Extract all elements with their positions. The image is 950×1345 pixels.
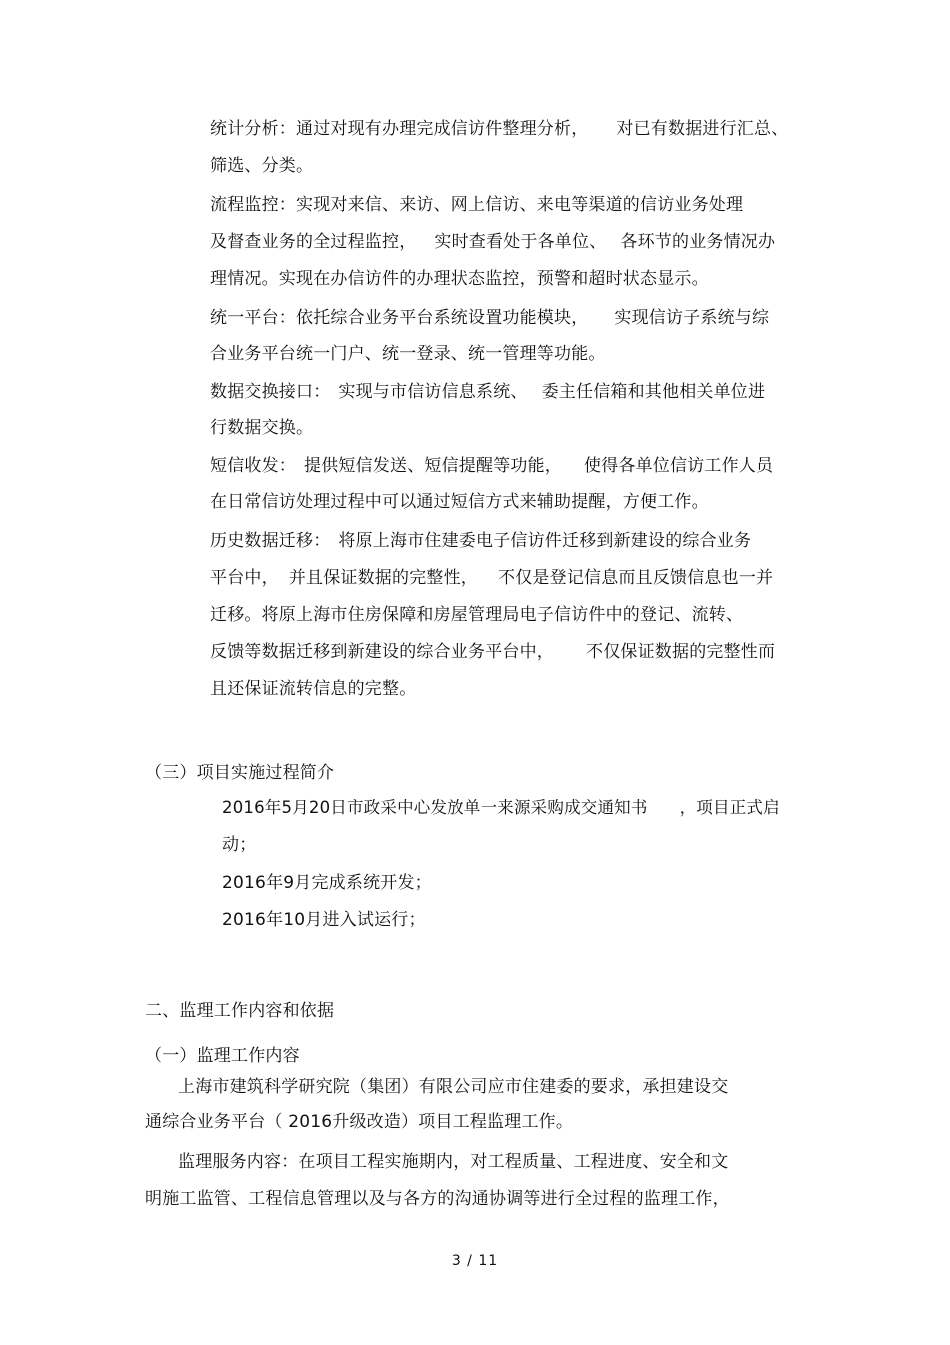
paragraph-1-line-1: 上海市建筑科学研究院（集团）有限公司应市住建委的要求，承担建设交 — [178, 1077, 729, 1097]
stats-line-1 — [210, 118, 788, 140]
sms-text-c: 使得各单位信访工作人员 — [584, 456, 774, 476]
timeline-item-1-text-a: 2016年5月20日市政采中心发放单一来源采购成交通知书 — [222, 798, 648, 817]
stats-text-b: 对已有数据进行汇总、 — [616, 119, 789, 139]
timeline-item-1 — [222, 797, 780, 819]
page-number: 3 / 11 — [451, 1253, 499, 1269]
section3-heading: （三）项目实施过程简介 — [145, 763, 335, 783]
platform-line-1 — [210, 307, 769, 329]
migration-line-5: 且还保证流转信息的完整。 — [210, 679, 417, 699]
sms-line-1 — [210, 455, 773, 477]
migration-line-2 — [210, 567, 773, 589]
platform-text-a: 统一平台：依托综合业务平台系统设置功能模块， — [210, 308, 589, 328]
migration-text-g: 不仅保证数据的完整性而 — [586, 642, 776, 662]
migration-line-1 — [210, 530, 751, 552]
paragraph-2-line-2: 明施工监管、工程信息管理以及与各方的沟通协调等进行全过程的监理工作， — [145, 1189, 730, 1209]
exchange-text-a: 数据交换接口： — [210, 382, 331, 402]
timeline-item-3: 2016年10月进入试运行； — [222, 910, 426, 930]
flow-text-b: 实时查看处于各单位、 — [434, 232, 607, 252]
migration-text-b: 将原上海市住建委电子信访件迁移到新建设的综合业务 — [338, 531, 752, 551]
chapter2-heading: 二、监理工作内容和依据 — [145, 1001, 335, 1021]
migration-text-a: 历史数据迁移： — [210, 531, 331, 551]
platform-text-b: 实现信访子系统与综 — [614, 308, 770, 328]
platform-line-2: 合业务平台统一门户、统一登录、统一管理等功能。 — [210, 344, 606, 364]
paragraph-1-line-2: 通综合业务平台（ 2016升级改造）项目工程监理工作。 — [145, 1112, 574, 1132]
flow-line-2 — [210, 231, 775, 253]
migration-text-e: 不仅是登记信息而且反馈信息也一并 — [498, 568, 774, 588]
flow-text-a: 及督查业务的全过程监控， — [210, 232, 417, 252]
migration-line-4 — [210, 641, 775, 663]
migration-text-f: 反馈等数据迁移到新建设的综合业务平台中， — [210, 642, 554, 662]
flow-line-1: 流程监控：实现对来信、来访、网上信访、来电等渠道的信访业务处理 — [210, 195, 744, 215]
exchange-line-1 — [210, 381, 765, 403]
stats-text-a: 统计分析：通过对现有办理完成信访件整理分析， — [210, 119, 589, 139]
flow-line-3: 理情况。实现在办信访件的办理状态监控，预警和超时状态显示。 — [210, 269, 709, 289]
timeline-item-1-cont: 动； — [222, 835, 257, 855]
migration-text-d: 并且保证数据的完整性， — [288, 568, 479, 588]
migration-line-3: 迁移。将原上海市住房保障和房屋管理局电子信访件中的登记、流转、 — [210, 605, 744, 625]
timeline-item-2: 2016年9月完成系统开发； — [222, 873, 432, 893]
migration-text-c: 平台中， — [210, 568, 279, 588]
paragraph-2-line-1: 监理服务内容：在项目工程实施期内，对工程质量、工程进度、安全和文 — [178, 1152, 729, 1172]
stats-line-2: 筛选、分类。 — [210, 156, 314, 176]
flow-text-c: 各环节的业务情况办 — [620, 232, 776, 252]
timeline-item-1-text-b: ，项目正式启 — [679, 798, 780, 817]
sms-text-a: 短信收发： — [210, 456, 296, 476]
exchange-text-c: 委主任信箱和其他相关单位进 — [541, 382, 766, 402]
sms-line-2: 在日常信访处理过程中可以通过短信方式来辅助提醒，方便工作。 — [210, 492, 709, 512]
sms-text-b: 提供短信发送、短信提醒等功能， — [304, 456, 562, 476]
exchange-line-2: 行数据交换。 — [210, 418, 314, 438]
exchange-text-b: 实现与市信访信息系统、 — [338, 382, 528, 402]
subsection1-heading: （一）监理工作内容 — [145, 1046, 300, 1066]
